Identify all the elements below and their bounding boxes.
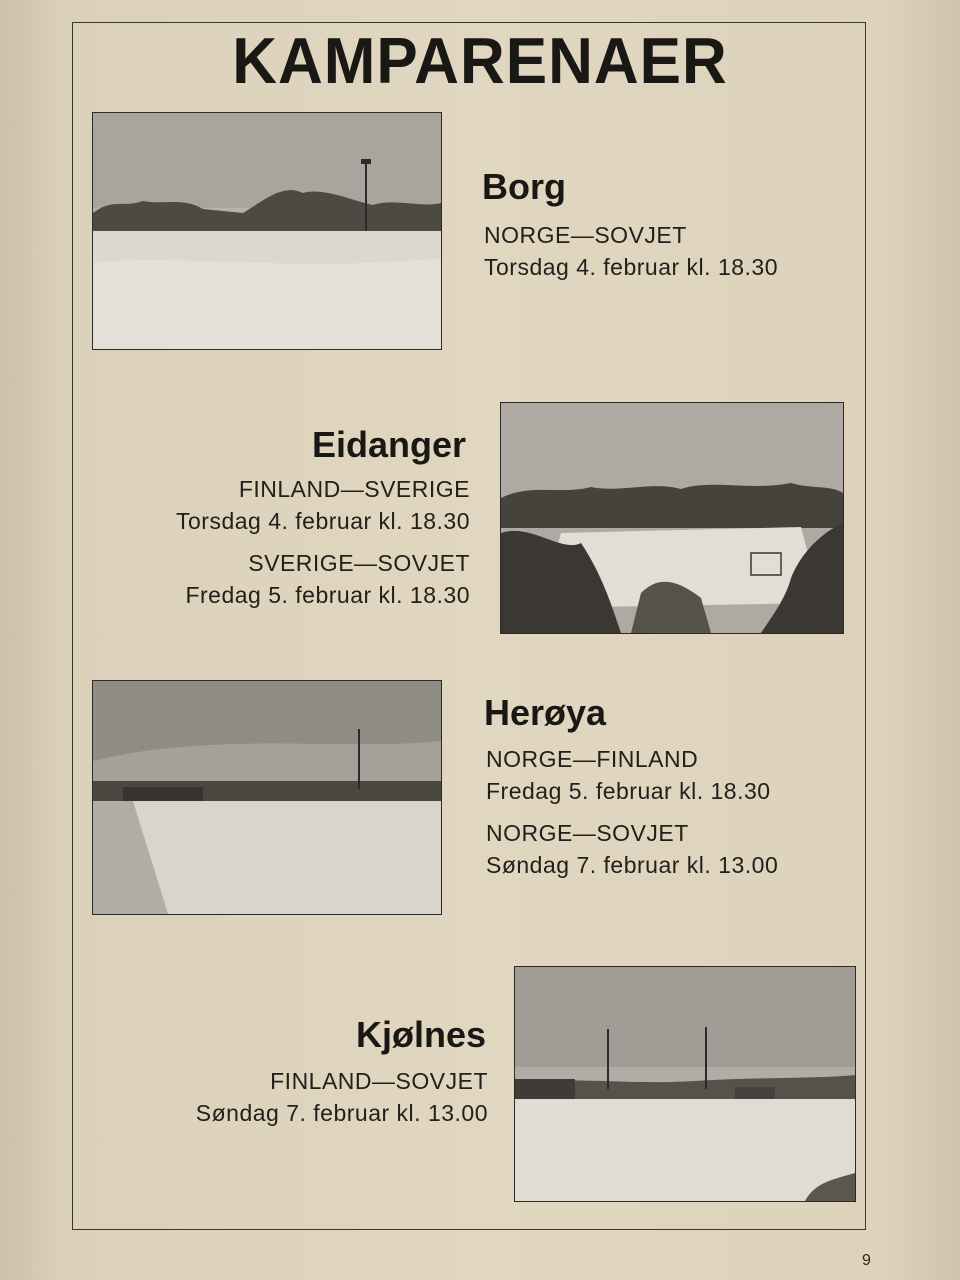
match-time: Fredag 5. februar kl. 18.30 <box>486 778 771 804</box>
page-title: KAMPARENAER <box>232 25 728 98</box>
venue-name-kjolnes: Kjølnes <box>355 1014 486 1055</box>
match-teams: FINLAND—SOVJET <box>270 1068 488 1094</box>
page-number: 9 <box>862 1252 871 1269</box>
match-teams: NORGE—SOVJET <box>486 820 689 846</box>
match-time: Torsdag 4. februar kl. 18.30 <box>176 508 470 534</box>
match-time: Søndag 7. februar kl. 13.00 <box>195 1100 488 1126</box>
venue-name-borg: Borg <box>482 166 566 207</box>
venue-name-eidanger: Eidanger <box>311 424 466 465</box>
heroya-photo <box>92 680 442 915</box>
borg-photo <box>92 112 442 350</box>
kjolnes-photo <box>514 966 856 1202</box>
eidanger-photo <box>500 402 844 634</box>
match-time: Fredag 5. februar kl. 18.30 <box>185 582 470 608</box>
match-time: Søndag 7. februar kl. 13.00 <box>486 852 779 878</box>
venue-name-heroya: Herøya <box>484 692 607 733</box>
match-teams: NORGE—FINLAND <box>486 746 699 772</box>
match-teams: NORGE—SOVJET <box>484 222 687 248</box>
match-teams: FINLAND—SVERIGE <box>238 476 470 502</box>
match-time: Torsdag 4. februar kl. 18.30 <box>484 254 778 280</box>
match-teams: SVERIGE—SOVJET <box>248 550 470 576</box>
